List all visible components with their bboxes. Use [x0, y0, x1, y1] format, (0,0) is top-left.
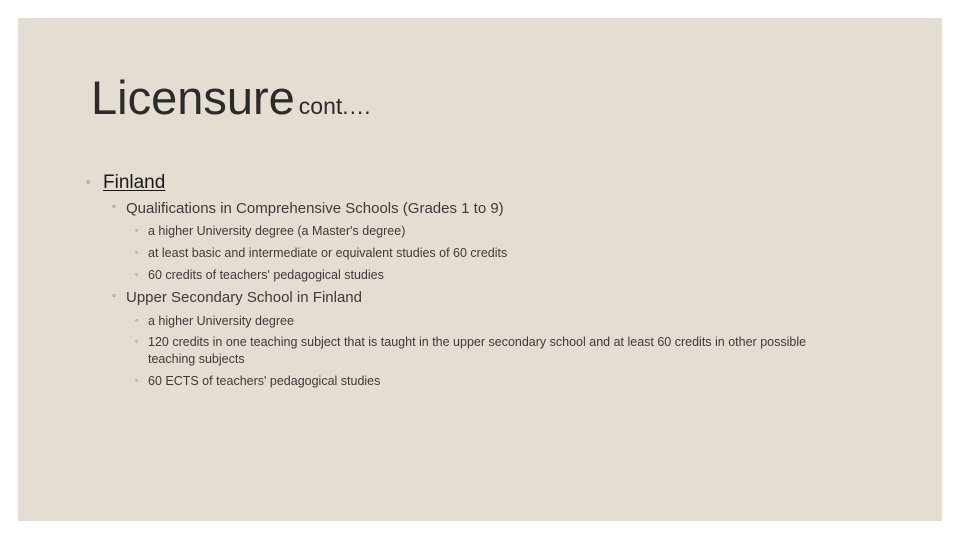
- bullet-icon: ◦: [112, 290, 116, 302]
- list-item: [135, 267, 838, 284]
- bullet-icon: ◦: [135, 375, 139, 385]
- bullet-icon: ◦: [86, 174, 91, 189]
- slide: [18, 18, 942, 521]
- bullet-icon: ◦: [135, 269, 139, 279]
- bullet-icon: ◦: [135, 247, 139, 257]
- slide-content: [18, 18, 942, 521]
- list-item-comprehensive-schools: [112, 200, 504, 217]
- list-item-text: a higher University degree (a Master's degree): [148, 224, 406, 238]
- bullet-icon: ◦: [135, 336, 139, 346]
- list-item: [135, 313, 838, 330]
- list-item-text: a higher University degree: [148, 314, 294, 328]
- list-item: [135, 223, 838, 240]
- list-item-text: 60 ECTS of teachers' pedagogical studies: [148, 374, 381, 388]
- list-item-upper-secondary: [112, 289, 362, 306]
- finland-heading: Finland: [103, 172, 166, 193]
- list-item: [135, 334, 838, 368]
- list-item-finland: [86, 172, 165, 194]
- title-suffix: cont.…: [298, 93, 372, 119]
- bullet-icon: ◦: [135, 315, 139, 325]
- list-item-text: 120 credits in one teaching subject that is taught in the upper secondary school and at least 60 credits in other possible teaching subjects: [148, 335, 807, 366]
- bullet-icon: ◦: [135, 225, 139, 235]
- list-item-text: at least basic and intermediate or equivalent studies of 60 credits: [148, 246, 508, 260]
- list-item-text: 60 credits of teachers' pedagogical studies: [148, 268, 384, 282]
- upper-secondary-label: Upper Secondary School in Finland: [126, 289, 362, 306]
- list-item: [135, 373, 838, 390]
- comprehensive-schools-label: Qualifications in Comprehensive Schools (Grades 1 to 9): [126, 200, 504, 217]
- title-main: Licensure: [91, 71, 295, 124]
- list-item: [135, 245, 838, 262]
- bullet-icon: ◦: [112, 201, 116, 213]
